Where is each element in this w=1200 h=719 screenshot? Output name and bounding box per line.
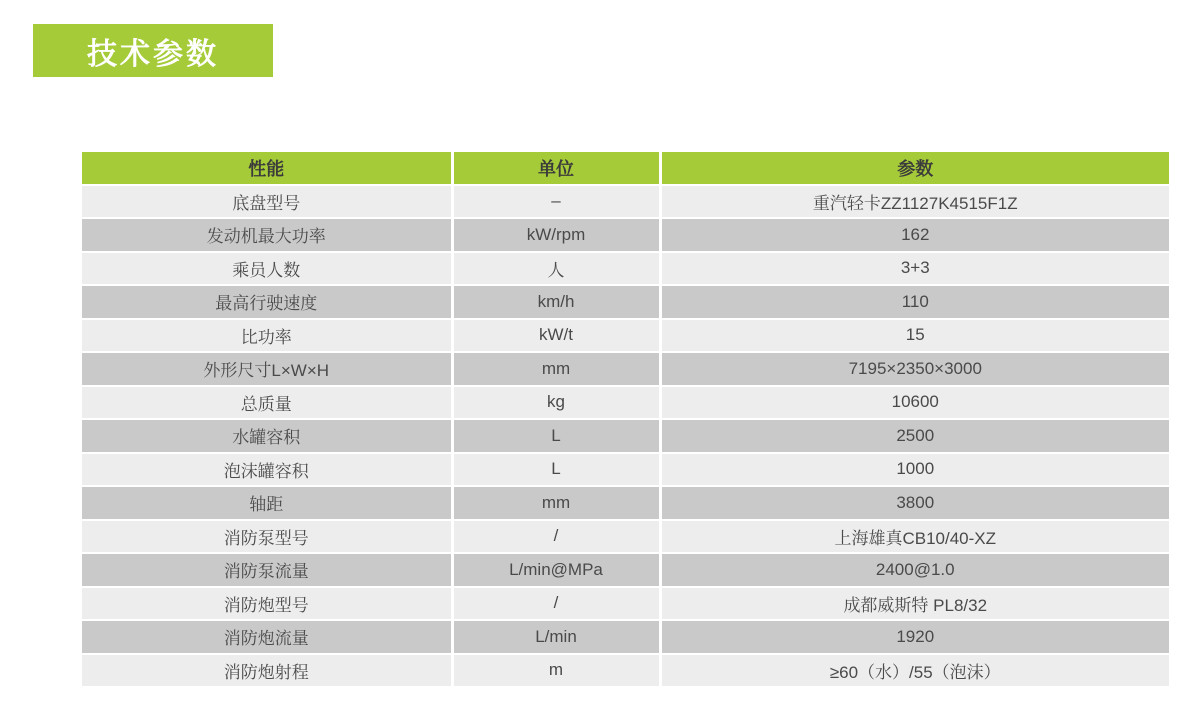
table-row xyxy=(82,285,1169,319)
column-header-parameter: 参数 xyxy=(660,152,1169,185)
table-row xyxy=(82,419,1169,453)
cell-value: 3+3 xyxy=(660,252,1169,286)
cell-unit: mm xyxy=(452,486,660,520)
cell-unit: / xyxy=(452,520,660,554)
table-row xyxy=(82,620,1169,654)
table-row xyxy=(82,654,1169,688)
cell-unit: / xyxy=(452,587,660,621)
cell-value: 1000 xyxy=(660,453,1169,487)
cell-name: 比功率 xyxy=(82,319,452,353)
cell-name: 消防炮型号 xyxy=(82,587,452,621)
cell-name: 乘员人数 xyxy=(82,252,452,286)
table-row xyxy=(82,386,1169,420)
cell-name: 总质量 xyxy=(82,386,452,420)
cell-name: 发动机最大功率 xyxy=(82,218,452,252)
cell-unit: L/min xyxy=(452,620,660,654)
cell-unit: L xyxy=(452,419,660,453)
cell-value: 7195×2350×3000 xyxy=(660,352,1169,386)
section-title-label: 技术参数 xyxy=(87,37,219,71)
table-row xyxy=(82,185,1169,219)
cell-unit: L xyxy=(452,453,660,487)
cell-name: 消防泵流量 xyxy=(82,553,452,587)
cell-value: 1920 xyxy=(660,620,1169,654)
cell-unit: kW/rpm xyxy=(452,218,660,252)
cell-name: 泡沫罐容积 xyxy=(82,453,452,487)
cell-unit: kg xyxy=(452,386,660,420)
cell-unit: L/min@MPa xyxy=(452,553,660,587)
table-row xyxy=(82,319,1169,353)
header-row xyxy=(82,152,1169,185)
cell-name: 消防炮射程 xyxy=(82,654,452,688)
spec-table-header xyxy=(82,152,1169,185)
cell-name: 水罐容积 xyxy=(82,419,452,453)
spec-table xyxy=(82,152,1169,688)
spec-table-body xyxy=(82,185,1169,688)
cell-value: 10600 xyxy=(660,386,1169,420)
cell-value: 162 xyxy=(660,218,1169,252)
table-row xyxy=(82,486,1169,520)
cell-value: 3800 xyxy=(660,486,1169,520)
cell-value: 重汽轻卡ZZ1127K4515F1Z xyxy=(660,185,1169,219)
table-row xyxy=(82,352,1169,386)
cell-unit: km/h xyxy=(452,285,660,319)
cell-name: 消防炮流量 xyxy=(82,620,452,654)
table-row xyxy=(82,252,1169,286)
cell-unit: – xyxy=(452,185,660,219)
cell-unit: m xyxy=(452,654,660,688)
table-row xyxy=(82,587,1169,621)
cell-name: 最高行驶速度 xyxy=(82,285,452,319)
table-row xyxy=(82,553,1169,587)
cell-name: 底盘型号 xyxy=(82,185,452,219)
column-header-performance: 性能 xyxy=(82,152,452,185)
cell-value: 2400@1.0 xyxy=(660,553,1169,587)
cell-value: ≥60（水）/55（泡沫） xyxy=(660,654,1169,688)
cell-unit: 人 xyxy=(452,252,660,286)
cell-value: 上海雄真CB10/40-XZ xyxy=(660,520,1169,554)
table-row xyxy=(82,520,1169,554)
section-title-badge xyxy=(33,24,273,77)
cell-name: 轴距 xyxy=(82,486,452,520)
cell-name: 消防泵型号 xyxy=(82,520,452,554)
cell-value: 2500 xyxy=(660,419,1169,453)
cell-unit: mm xyxy=(452,352,660,386)
cell-value: 110 xyxy=(660,285,1169,319)
cell-unit: kW/t xyxy=(452,319,660,353)
table-row xyxy=(82,453,1169,487)
column-header-unit: 单位 xyxy=(452,152,660,185)
cell-value: 成都威斯特 PL8/32 xyxy=(660,587,1169,621)
cell-value: 15 xyxy=(660,319,1169,353)
cell-name: 外形尺寸L×W×H xyxy=(82,352,452,386)
table-row xyxy=(82,218,1169,252)
